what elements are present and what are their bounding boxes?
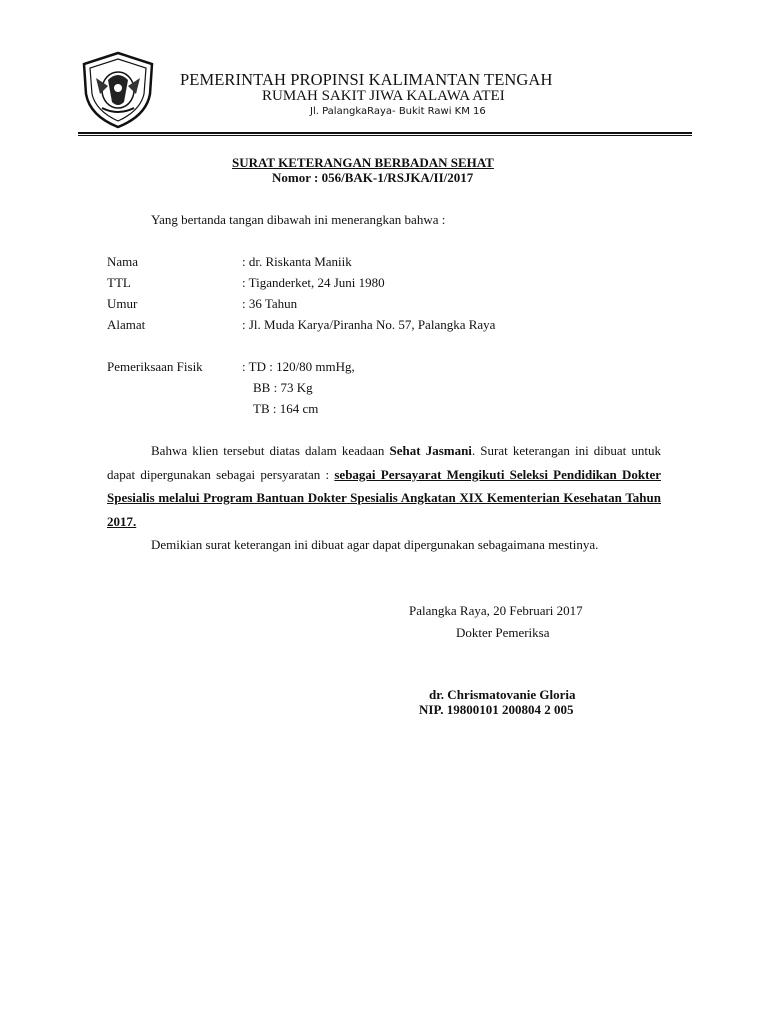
value-blood-pressure: : TD : 120/80 mmHg, <box>242 359 355 374</box>
header-divider-thin <box>78 135 692 136</box>
signature-place-date: Palangka Raya, 20 Februari 2017 <box>409 603 583 618</box>
paragraph-statement <box>107 439 661 533</box>
statement-text-purpose: . Surat keterangan ini dibuat untuk dapat dipergunakan sebagai persyaratan : <box>107 443 661 482</box>
header-divider <box>78 132 692 134</box>
header-government-name: PEMERINTAH PROPINSI KALIMANTAN TENGAH <box>180 70 553 89</box>
signature-role: Dokter Pemeriksa <box>456 625 550 640</box>
label-birth: TTL <box>107 275 131 290</box>
header-hospital-name: RUMAH SAKIT JIWA KALAWA ATEI <box>262 88 505 104</box>
province-emblem-icon <box>78 50 158 130</box>
value-birth: : Tiganderket, 24 Juni 1980 <box>242 275 385 290</box>
value-name: : dr. Riskanta Maniik <box>242 254 352 269</box>
header-address: Jl. PalangkaRaya- Bukit Rawi KM 16 <box>310 106 486 117</box>
statement-underlined-purpose: sebagai Persayarat Mengikuti Seleksi Pendidikan Dokter Spesialis melalui Program Bantuan Dokter Spesialis Angkatan XIX Kementerian Kesehatan Tahun 2017. <box>107 466 661 529</box>
label-age: Umur <box>107 296 138 311</box>
label-physical-exam: Pemeriksaan Fisik <box>107 359 203 374</box>
value-address: : Jl. Muda Karya/Piranha No. 57, Palangka Raya <box>242 317 496 332</box>
statement-text: Bahwa klien tersebut diatas dalam keadaan <box>151 443 390 458</box>
signature-doctor-name: dr. Chrismatovanie Gloria <box>429 687 576 702</box>
paragraph-closing: Demikian surat keterangan ini dibuat agar dapat dipergunakan sebagaimana mestinya. <box>151 537 599 552</box>
value-age: : 36 Tahun <box>242 296 298 311</box>
letter-title: SURAT KETERANGAN BERBADAN SEHAT <box>232 155 494 170</box>
statement-bold-healthy: Sehat Jasmani <box>389 443 472 458</box>
intro-text: Yang bertanda tangan dibawah ini menerangkan bahwa : <box>151 212 446 227</box>
value-height: TB : 164 cm <box>253 401 319 416</box>
signature-nip: NIP. 19800101 200804 2 005 <box>419 702 574 717</box>
label-address: Alamat <box>107 317 146 332</box>
label-name: Nama <box>107 254 139 269</box>
value-weight: BB : 73 Kg <box>253 380 313 395</box>
letter-number: Nomor : 056/BAK-1/RSJKA/II/2017 <box>272 170 474 185</box>
body-paragraphs <box>107 439 661 557</box>
